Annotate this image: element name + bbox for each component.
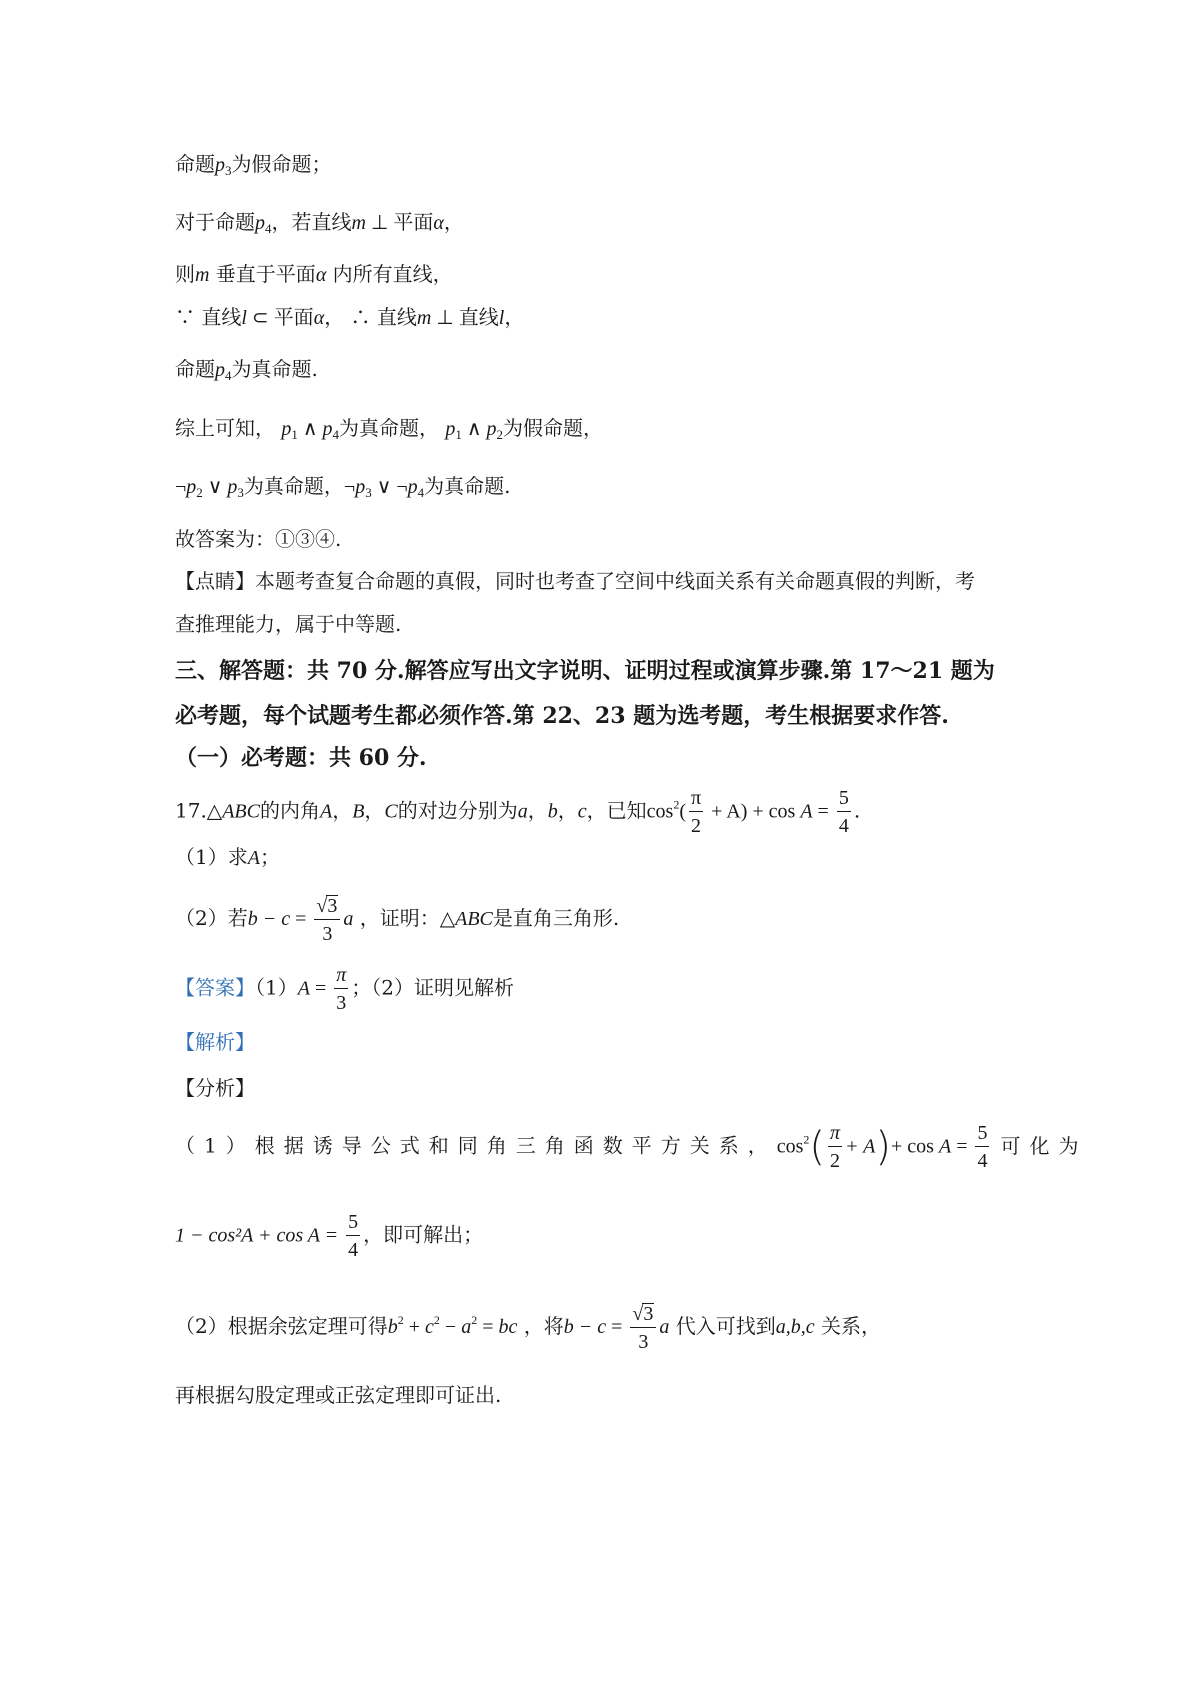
analysis-step-1b: [175, 1212, 483, 1260]
text-line: [175, 154, 332, 177]
answer-line: 故答案为：①③④.: [175, 527, 342, 551]
math-var: a: [343, 908, 354, 930]
math-op: ∧: [297, 418, 323, 440]
math-var: l: [498, 307, 505, 329]
math-var: C: [384, 800, 398, 823]
numerator: π: [334, 965, 348, 989]
fraction: [828, 1123, 842, 1171]
denominator: 4: [838, 815, 849, 837]
text: 为真命题.: [424, 474, 511, 498]
fraction: [630, 1303, 656, 1352]
subscript: 3: [365, 485, 372, 500]
math-var: m: [416, 307, 432, 329]
subscript: 2: [196, 485, 203, 500]
fraction: [334, 965, 348, 1013]
numerator: π: [689, 788, 703, 812]
analysis-tag: 【解析】: [175, 1030, 255, 1054]
denominator: 3: [322, 923, 333, 945]
math-var: A: [247, 847, 260, 869]
math-expr: b − c: [563, 1316, 607, 1338]
section-heading: 必考题，每个试题考生都必须作答.第 22、23 题为选考题，考生根据要求作答.: [175, 703, 949, 729]
math-op: ⊂: [246, 307, 274, 329]
text: 17.△: [175, 798, 223, 823]
text: （2）若: [175, 906, 248, 930]
subscript: 1: [455, 427, 462, 442]
math-var: l: [241, 307, 247, 329]
text: 的对边分别为: [397, 798, 518, 823]
math-op: −: [439, 1316, 462, 1338]
math-func: cos: [646, 800, 674, 823]
math-op: ¬: [343, 476, 356, 498]
math-var: p: [355, 476, 366, 498]
text: ∵ 直线: [175, 305, 242, 329]
text: 为真命题，: [243, 474, 344, 498]
text: 关系，: [814, 1314, 881, 1338]
numerator: π: [828, 1123, 842, 1147]
math-op: =: [812, 800, 834, 823]
sqrt-sign: √: [632, 1303, 644, 1325]
subscript: 3: [237, 485, 244, 500]
math-expr: 1 − cos²A + cos A =: [175, 1224, 344, 1247]
text: ，: [557, 798, 578, 823]
text: ；: [259, 845, 280, 869]
math-var: p: [445, 418, 456, 440]
text-line: [175, 307, 524, 328]
math-expr: + cos: [891, 1135, 939, 1158]
paren-open: (: [809, 1124, 826, 1170]
text: 平面: [393, 210, 434, 234]
text: ；（2）证明见解析: [351, 975, 514, 1000]
answer-tag: 【答案】: [175, 975, 255, 1000]
math-var: p: [486, 418, 497, 440]
radicand: 3: [643, 1303, 654, 1325]
text: ，若直线: [271, 210, 352, 234]
math-var: b: [387, 1316, 398, 1338]
math-op: =: [951, 1135, 973, 1158]
analysis-step-3: 再根据勾股定理或正弦定理即可证出.: [175, 1383, 502, 1407]
text: 垂直于平面: [209, 262, 316, 286]
fraction: [975, 1123, 989, 1171]
text: （1）求: [175, 845, 248, 869]
math-var: α: [313, 307, 325, 329]
subscript: 1: [291, 427, 298, 442]
math-var: α: [315, 264, 327, 286]
math-var: α: [433, 212, 444, 234]
text: ，: [527, 798, 548, 823]
math-var: a: [659, 1316, 670, 1338]
text: 命题: [175, 152, 215, 176]
math-op: =: [290, 908, 312, 930]
fraction: [837, 788, 851, 836]
text: 命题: [175, 357, 215, 381]
question-2: [175, 895, 619, 944]
comment-line: 【点睛】本题考查复合命题的真假，同时也考查了空间中线面关系有关命题真假的判断，考: [175, 569, 975, 593]
math-expr: b − c: [247, 908, 291, 930]
math-var: A: [319, 800, 333, 823]
text: 综上可知，: [175, 416, 275, 440]
math-var: p: [215, 359, 225, 381]
fraction: [314, 895, 340, 944]
text-line: [175, 418, 603, 441]
question-1: [175, 847, 280, 868]
math-expr: + A: [845, 1135, 876, 1158]
math-expr: + A) + cos: [706, 800, 801, 823]
math-var: p: [215, 154, 225, 176]
numerator: [630, 1303, 656, 1328]
problem-stem: [175, 788, 860, 836]
math-var: c: [425, 1316, 434, 1338]
text: 则: [175, 262, 195, 286]
denominator: 3: [638, 1331, 649, 1353]
text: （2）根据余弦定理可得: [175, 1314, 388, 1338]
math-var: A: [938, 1135, 952, 1158]
fenxi-tag: 【分析】: [175, 1076, 255, 1100]
math-var: p: [255, 212, 265, 234]
text: .: [853, 798, 861, 823]
superscript: 2: [397, 1313, 404, 1327]
text: 为真命题，: [339, 416, 439, 440]
superscript: 2: [433, 1313, 440, 1327]
text: 内所有直线，: [326, 262, 453, 286]
math-op: ¬: [396, 476, 408, 498]
text: 对于命题: [175, 210, 255, 234]
superscript: 2: [471, 1313, 478, 1327]
text: ，证明：△: [353, 906, 456, 930]
math-var: ABC: [455, 908, 493, 930]
math-op: =: [309, 977, 332, 1000]
math-var: m: [195, 264, 210, 286]
subscript: 4: [225, 368, 232, 383]
text: ，已知: [586, 798, 647, 823]
answer-block: [175, 965, 514, 1013]
math-var: a,b,c: [775, 1316, 815, 1338]
math-op: ∧: [461, 418, 487, 440]
text: 代入可找到: [669, 1314, 776, 1338]
math-var: bc: [498, 1316, 518, 1338]
text: ，: [443, 210, 464, 234]
text: 的内角: [259, 798, 320, 823]
numerator: 5: [346, 1212, 360, 1236]
math-var: A: [800, 800, 813, 823]
text: ，: [364, 798, 385, 823]
superscript: 2: [803, 1132, 810, 1147]
math-var: B: [352, 800, 365, 823]
math-var: m: [351, 212, 366, 234]
denominator: 2: [691, 815, 702, 837]
math-op: +: [403, 1316, 426, 1338]
math-var: p: [407, 476, 418, 498]
text: （1）: [255, 975, 298, 1000]
math-var: p: [322, 418, 333, 440]
math-var: b: [547, 800, 558, 823]
text: ，: [504, 305, 525, 329]
text: 为假命题；: [231, 152, 332, 176]
numerator: [314, 895, 340, 920]
section-heading: 三、解答题：共 70 分.解答应写出文字说明、证明过程或演算步骤.第 17～21 题为: [175, 658, 995, 684]
comment-line: 查推理能力，属于中等题.: [175, 612, 402, 636]
math-var: a: [517, 800, 528, 823]
text: 可化为: [1000, 1133, 1088, 1158]
math-op: =: [606, 1316, 628, 1338]
text: ，: [332, 798, 353, 823]
subscript: 3: [225, 163, 232, 178]
text: 为假命题，: [503, 416, 603, 440]
fraction: [689, 788, 703, 836]
math-var: ABC: [222, 800, 260, 823]
denominator: 4: [977, 1150, 988, 1172]
denominator: 2: [830, 1150, 841, 1172]
numerator: 5: [837, 788, 851, 812]
subscript: 2: [496, 427, 503, 442]
numerator: 5: [975, 1123, 989, 1147]
denominator: 4: [348, 1239, 359, 1261]
text: 平面: [273, 305, 314, 329]
subscript: 4: [417, 485, 425, 500]
text-line: [175, 359, 318, 382]
math-op: ¬: [175, 476, 187, 498]
text: （1）根据诱导公式和同角三角函数平方关系，: [175, 1133, 777, 1158]
fraction: [346, 1212, 360, 1260]
math-var: A: [297, 977, 310, 1000]
math-var: c: [577, 800, 587, 823]
math-func: cos: [776, 1135, 804, 1158]
text: ，即可解出；: [363, 1222, 484, 1247]
math-var: p: [227, 476, 238, 498]
text-line: [175, 212, 464, 235]
text: ，将: [517, 1314, 564, 1338]
text: 直线: [458, 305, 499, 329]
text-line: [175, 264, 453, 285]
analysis-step-1: [175, 1123, 1087, 1171]
denominator: 3: [336, 992, 347, 1014]
math-var: p: [186, 476, 197, 498]
math-op: ⊥: [365, 212, 394, 234]
math-var: p: [281, 418, 292, 440]
math-var: a: [461, 1316, 472, 1338]
superscript: 2: [673, 797, 680, 812]
text-line: [175, 476, 510, 499]
text: ， ∴ 直线: [324, 305, 417, 329]
analysis-step-2: [175, 1303, 881, 1352]
math-op: =: [477, 1316, 499, 1338]
sqrt-sign: √: [316, 895, 328, 917]
math-op: (: [679, 800, 686, 823]
text: 是直角三角形.: [492, 906, 620, 930]
math-op: ∨: [371, 476, 397, 498]
text: 为真命题.: [231, 357, 318, 381]
subscript: 4: [265, 221, 272, 236]
paren-close: ): [875, 1124, 892, 1170]
subscript: 4: [332, 427, 339, 442]
math-op: ⊥: [431, 307, 459, 329]
math-op: ∨: [202, 476, 228, 498]
radicand: 3: [327, 895, 338, 917]
section-subheading: （一）必考题：共 60 分.: [175, 745, 427, 771]
